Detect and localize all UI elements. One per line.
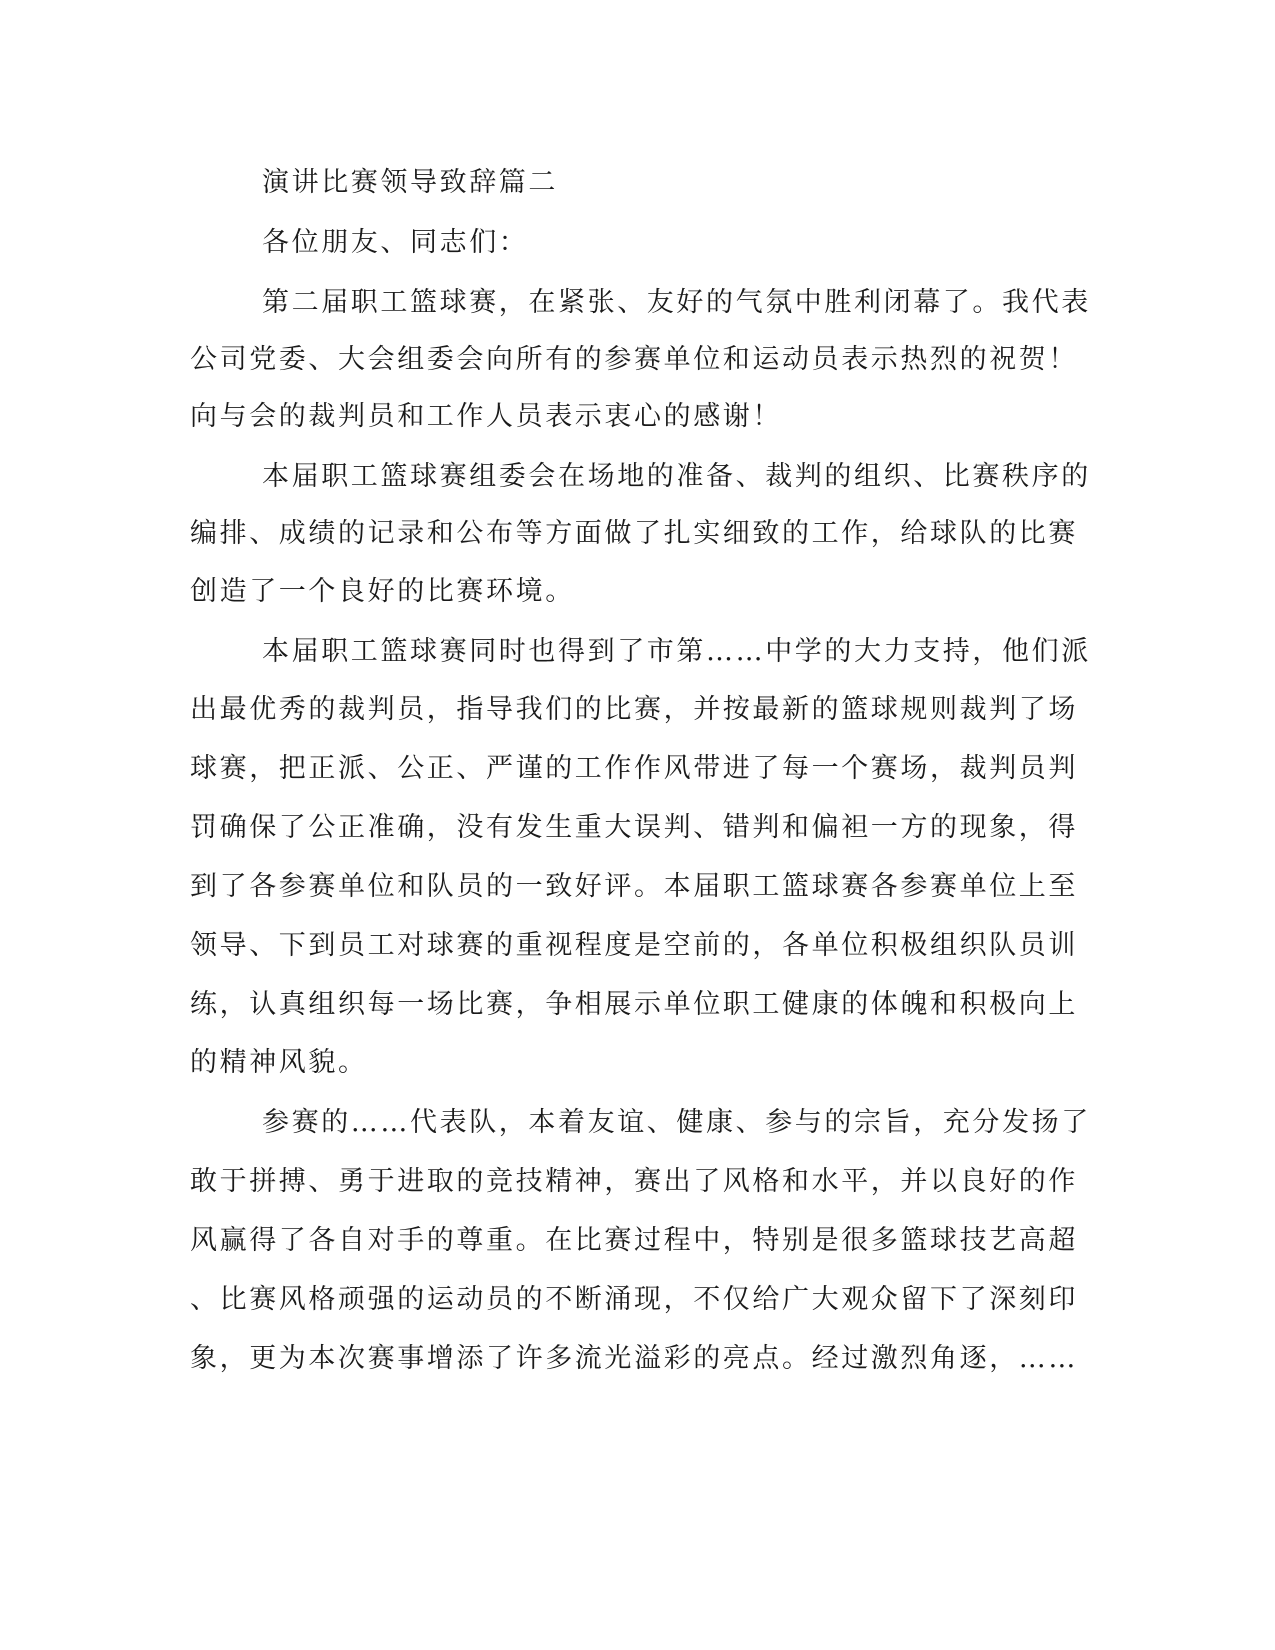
paragraph-3-line-2: 出最优秀的裁判员，指导我们的比赛，并按最新的篮球规则裁判了场: [190, 694, 1078, 725]
paragraph-2-line-1: 本届职工篮球赛组委会在场地的准备、裁判的组织、比赛秩序的: [262, 461, 1091, 492]
paragraph-2-line-2: 编排、成绩的记录和公布等方面做了扎实细致的工作，给球队的比赛: [190, 518, 1078, 549]
paragraph-3-line-4: 罚确保了公正准确，没有发生重大误判、错判和偏袒一方的现象，得: [190, 812, 1078, 843]
paragraph-4-line-2: 敢于拼搏、勇于进取的竞技精神，赛出了风格和水平，并以良好的作: [190, 1166, 1078, 1197]
paragraph-4-line-1: 参赛的……代表队，本着友谊、健康、参与的宗旨，充分发扬了: [262, 1107, 1091, 1138]
paragraph-3-line-5: 到了各参赛单位和队员的一致好评。本届职工篮球赛各参赛单位上至: [190, 871, 1078, 902]
paragraph-3-line-3: 球赛，把正派、公正、严谨的工作作风带进了每一个赛场，裁判员判: [190, 753, 1078, 784]
paragraph-3-line-6: 领导、下到员工对球赛的重视程度是空前的，各单位积极组织队员训: [190, 930, 1078, 961]
document-title: 演讲比赛领导致辞篇二: [262, 167, 558, 198]
paragraph-4-line-3: 风赢得了各自对手的尊重。在比赛过程中，特别是很多篮球技艺高超: [190, 1225, 1078, 1256]
paragraph-1-line-1: 第二届职工篮球赛，在紧张、友好的气氛中胜利闭幕了。我代表: [262, 287, 1091, 318]
paragraph-1-line-3: 向与会的裁判员和工作人员表示衷心的感谢！: [190, 401, 782, 432]
paragraph-4-line-5: 象，更为本次赛事增添了许多流光溢彩的亮点。经过激烈角逐，……: [190, 1343, 1078, 1374]
paragraph-3-line-7: 练，认真组织每一场比赛，争相展示单位职工健康的体魄和积极向上: [190, 989, 1078, 1020]
paragraph-3-line-1: 本届职工篮球赛同时也得到了市第……中学的大力支持，他们派: [262, 636, 1091, 667]
salutation: 各位朋友、同志们：: [262, 227, 529, 258]
paragraph-2-line-3: 创造了一个良好的比赛环境。: [190, 576, 575, 607]
paragraph-3-line-8: 的精神风貌。: [190, 1047, 368, 1078]
paragraph-4-line-4: 、比赛风格顽强的运动员的不断涌现，不仅给广大观众留下了深刻印: [190, 1284, 1078, 1315]
paragraph-1-line-2: 公司党委、大会组委会向所有的参赛单位和运动员表示热烈的祝贺！: [190, 344, 1078, 375]
